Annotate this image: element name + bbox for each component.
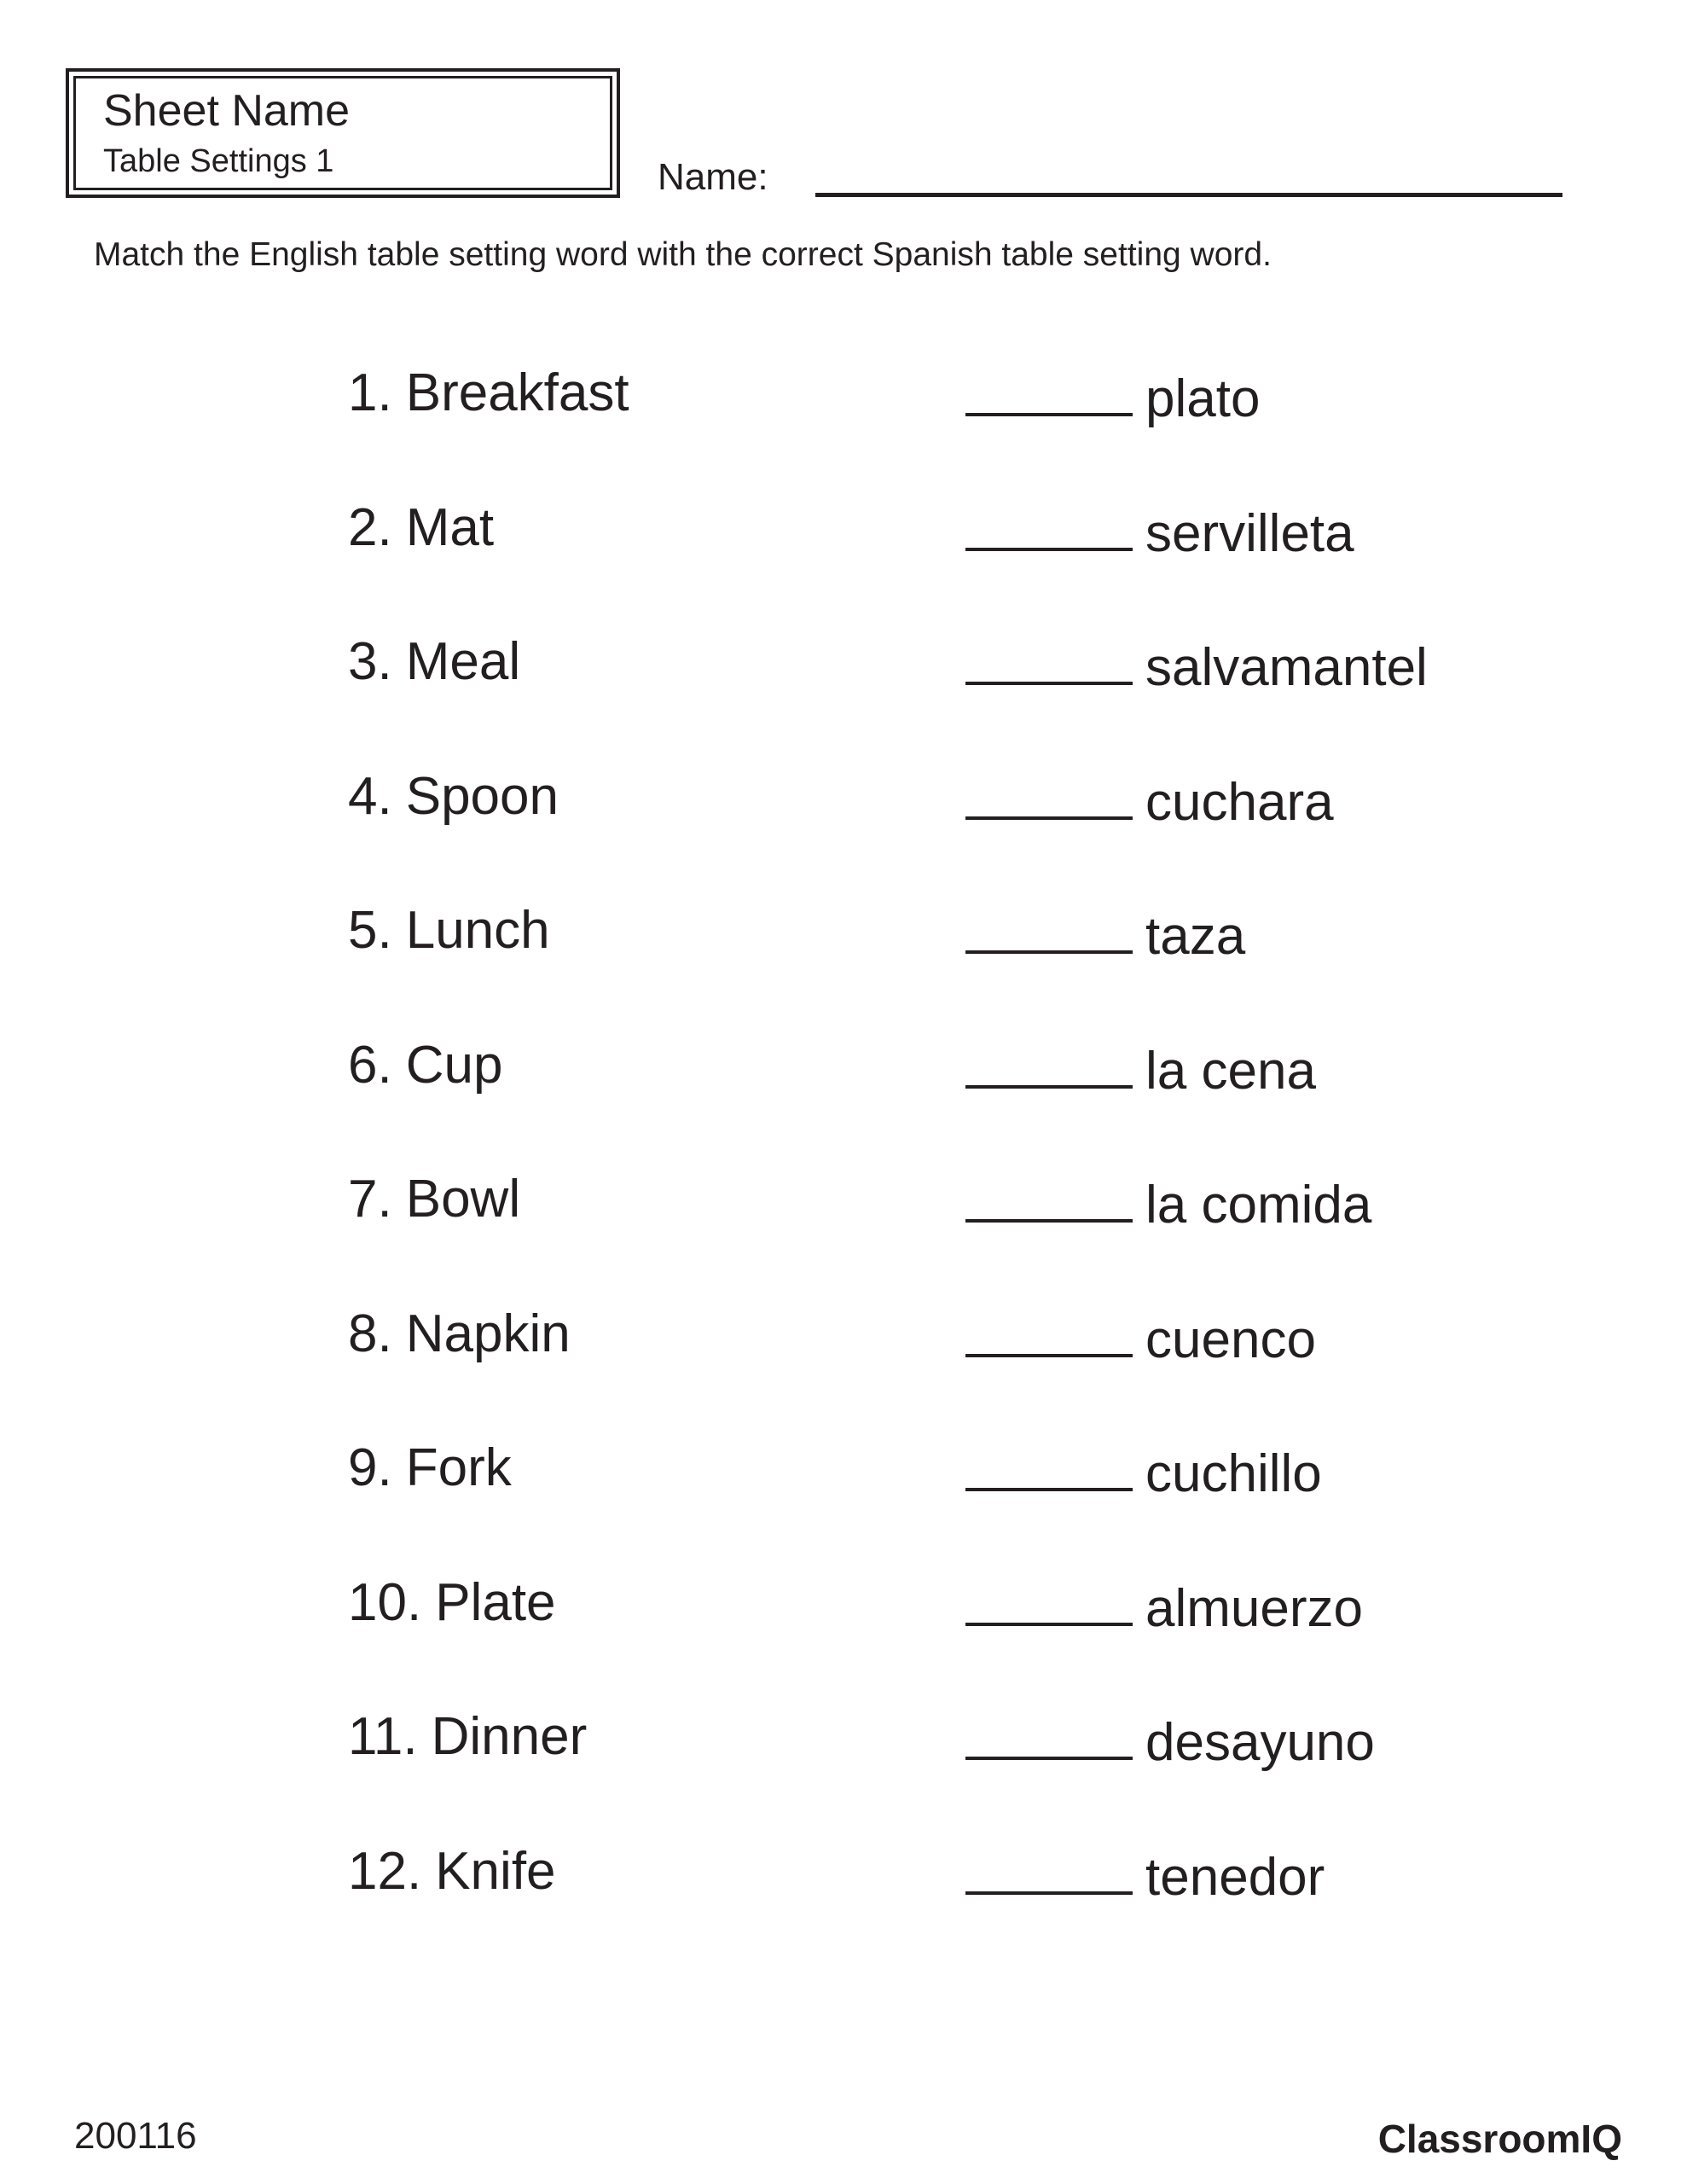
match-row (348, 632, 1687, 770)
spanish-term (965, 1845, 1325, 1907)
match-row (348, 363, 1687, 502)
spanish-word: taza (1145, 907, 1246, 966)
item-number: 12. (348, 1841, 422, 1901)
answer-blank[interactable] (965, 1173, 1133, 1223)
english-word: Lunch (405, 901, 550, 960)
spanish-word: la comida (1145, 1176, 1372, 1234)
match-row (348, 766, 1687, 905)
spanish-word: salvamantel (1145, 638, 1428, 697)
answer-blank[interactable] (965, 904, 1133, 954)
spanish-word: la cena (1145, 1041, 1316, 1101)
english-word: Fork (405, 1438, 512, 1497)
english-term (348, 1841, 556, 1901)
answer-blank[interactable] (965, 1039, 1133, 1089)
spanish-word: tenedor (1145, 1847, 1325, 1907)
spanish-term (965, 1442, 1322, 1501)
sheet-header-box-inner (73, 76, 612, 190)
english-term (348, 632, 521, 691)
item-number: 10. (348, 1572, 422, 1632)
answer-blank[interactable] (965, 1442, 1133, 1491)
spanish-term (965, 636, 1428, 697)
item-number: 9. (348, 1438, 392, 1497)
answer-blank[interactable] (965, 770, 1133, 820)
item-number: 3. (348, 632, 392, 691)
spanish-word: almuerzo (1145, 1578, 1363, 1638)
spanish-term (965, 1711, 1375, 1772)
english-term (348, 497, 495, 557)
english-term (348, 1572, 556, 1632)
sheet-name-label: Sheet Name (103, 86, 351, 136)
spanish-term (965, 1577, 1363, 1638)
item-number: 2. (348, 497, 392, 557)
spanish-word: cuchara (1145, 772, 1334, 832)
answer-blank[interactable] (965, 636, 1133, 685)
item-number: 11. (348, 1707, 418, 1766)
answer-blank[interactable] (965, 1308, 1133, 1357)
match-row (348, 1304, 1687, 1443)
worksheet-code: 200116 (74, 2115, 197, 2157)
english-term (348, 1438, 512, 1497)
english-term (348, 901, 550, 960)
english-term (348, 1035, 503, 1095)
answer-blank[interactable] (965, 502, 1133, 551)
spanish-term (965, 367, 1260, 426)
english-word: Meal (405, 632, 521, 691)
item-number: 7. (348, 1170, 392, 1228)
item-number: 1. (348, 363, 392, 422)
english-term (348, 1304, 571, 1363)
english-term (348, 1170, 521, 1228)
match-row (348, 1572, 1687, 1711)
match-row (348, 1438, 1687, 1577)
match-row (348, 1841, 1687, 1980)
brand-logo-text: ClassroomIQ (1377, 2117, 1622, 2161)
spanish-term (965, 1173, 1371, 1232)
spanish-word: servilleta (1145, 503, 1354, 563)
english-word: Plate (435, 1572, 556, 1632)
answer-blank[interactable] (965, 1711, 1133, 1760)
match-row (348, 1707, 1687, 1845)
item-number: 4. (348, 766, 392, 826)
name-label: Name: (658, 156, 768, 198)
english-word: Mat (405, 497, 495, 557)
item-number: 5. (348, 901, 392, 960)
sheet-header-box (66, 68, 620, 198)
spanish-term (965, 904, 1246, 966)
english-term (348, 766, 559, 826)
spanish-term (965, 1308, 1316, 1367)
spanish-word: cuchillo (1145, 1444, 1322, 1503)
english-word: Breakfast (405, 363, 629, 422)
english-word: Napkin (405, 1304, 571, 1363)
sheet-title: Table Settings 1 (103, 143, 334, 180)
match-row (348, 901, 1687, 1039)
spanish-term (965, 1039, 1316, 1101)
spanish-term (965, 770, 1334, 832)
spanish-word: desayuno (1145, 1713, 1375, 1772)
english-word: Knife (435, 1841, 556, 1901)
matching-list (348, 363, 1687, 1979)
item-number: 8. (348, 1304, 392, 1363)
english-term (348, 363, 629, 422)
instruction-text: Match the English table setting word with the correct Spanish table setting word. (94, 236, 1272, 273)
english-word: Spoon (405, 766, 559, 826)
english-word: Dinner (431, 1707, 588, 1766)
english-word: Cup (405, 1035, 503, 1095)
name-input-line[interactable] (815, 193, 1562, 197)
answer-blank[interactable] (965, 1845, 1133, 1895)
answer-blank[interactable] (965, 1577, 1133, 1626)
spanish-term (965, 502, 1354, 561)
item-number: 6. (348, 1035, 392, 1095)
match-row (348, 1035, 1687, 1174)
spanish-word: plato (1145, 369, 1261, 428)
english-term (348, 1707, 588, 1766)
match-row (348, 497, 1687, 636)
match-row (348, 1170, 1687, 1308)
answer-blank[interactable] (965, 367, 1133, 416)
spanish-word: cuenco (1145, 1310, 1316, 1369)
english-word: Bowl (405, 1170, 521, 1228)
